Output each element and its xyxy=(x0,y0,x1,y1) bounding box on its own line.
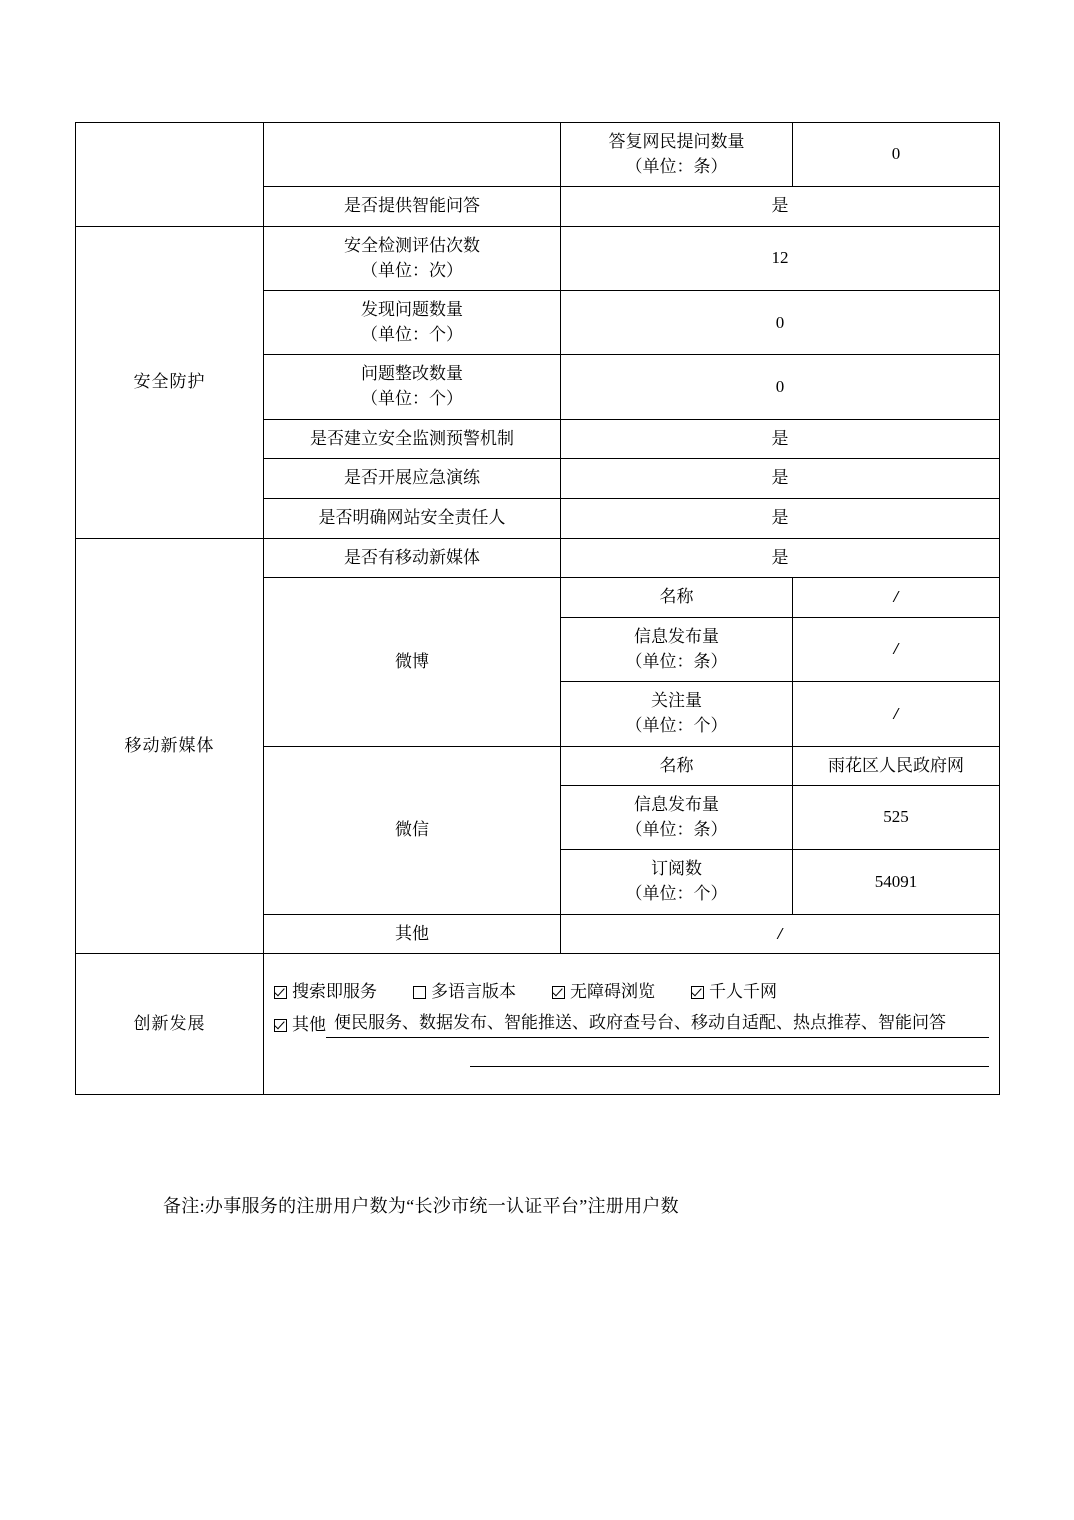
group-cell-security: 安全防护 xyxy=(76,226,264,538)
sub-label-weibo-name: 名称 xyxy=(561,578,793,618)
table-row xyxy=(76,123,1000,187)
label-has-new-media: 是否有移动新媒体 xyxy=(264,538,561,578)
value-has-new-media: 是 xyxy=(561,538,1000,578)
table-row xyxy=(76,538,1000,578)
innovation-option-search-service[interactable] xyxy=(274,980,377,1005)
value-smart-qa: 是 xyxy=(561,187,1000,227)
innovation-option-accessibility[interactable] xyxy=(552,980,655,1005)
label-security-check-count: 安全检测评估次数 （单位：次） xyxy=(264,226,561,290)
innovation-option-label: 千人千网 xyxy=(709,981,777,1001)
value-emergency-drill: 是 xyxy=(561,459,1000,499)
value-weibo-name: / xyxy=(793,578,1000,618)
innovation-continuation-line xyxy=(470,1046,989,1067)
sub-label-weibo-posts: 信息发布量 （单位：条） xyxy=(561,617,793,681)
sub-label-reply-count: 答复网民提问数量 （单位：条） xyxy=(561,123,793,187)
label-emergency-drill: 是否开展应急演练 xyxy=(264,459,561,499)
label-warning-mechanism: 是否建立安全监测预警机制 xyxy=(264,419,561,459)
value-wechat-name: 雨花区人民政府网 xyxy=(793,746,1000,786)
innovation-other-text[interactable]: 便民服务、数据发布、智能推送、政府查号台、移动自适配、热点推荐、智能问答 xyxy=(326,1009,989,1038)
innovation-option-label: 无障碍浏览 xyxy=(570,981,655,1001)
innovation-options-cell xyxy=(264,954,1000,1095)
innovation-option-multilingual[interactable] xyxy=(413,980,516,1005)
group-cell-innovation: 创新发展 xyxy=(76,954,264,1095)
value-issues-found: 0 xyxy=(561,291,1000,355)
value-wechat-subscribers: 54091 xyxy=(793,850,1000,914)
value-other-media: / xyxy=(561,914,1000,954)
report-table-wrapper xyxy=(75,122,999,1095)
innovation-other-label: 其他 xyxy=(292,1015,326,1035)
sub-label-weibo-followers: 关注量 （单位：个） xyxy=(561,682,793,746)
checkbox-checked-icon[interactable] xyxy=(274,986,287,999)
sub-label-wechat-posts: 信息发布量 （单位：条） xyxy=(561,786,793,850)
label-issues-found: 发现问题数量 （单位：个） xyxy=(264,291,561,355)
label-cell-empty xyxy=(264,123,561,187)
sub-label-wechat-subscribers: 订阅数 （单位：个） xyxy=(561,850,793,914)
table-row xyxy=(76,954,1000,1095)
checkbox-unchecked-icon[interactable] xyxy=(413,986,426,999)
label-issues-fixed: 问题整改数量 （单位：个） xyxy=(264,355,561,419)
label-wechat: 微信 xyxy=(264,746,561,914)
label-smart-qa: 是否提供智能问答 xyxy=(264,187,561,227)
value-wechat-posts: 525 xyxy=(793,786,1000,850)
table-row xyxy=(76,226,1000,290)
label-security-officer: 是否明确网站安全责任人 xyxy=(264,499,561,539)
value-security-officer: 是 xyxy=(561,499,1000,539)
checkbox-checked-icon[interactable] xyxy=(274,1019,287,1032)
innovation-checkbox-row xyxy=(274,980,989,1005)
innovation-option-label: 多语言版本 xyxy=(431,981,516,1001)
value-weibo-posts: / xyxy=(793,617,1000,681)
label-weibo: 微博 xyxy=(264,578,561,746)
value-weibo-followers: / xyxy=(793,682,1000,746)
innovation-other-row xyxy=(274,1009,989,1038)
checkbox-checked-icon[interactable] xyxy=(691,986,704,999)
checkbox-checked-icon[interactable] xyxy=(552,986,565,999)
sub-label-wechat-name: 名称 xyxy=(561,746,793,786)
label-other-media: 其他 xyxy=(264,914,561,954)
value-issues-fixed: 0 xyxy=(561,355,1000,419)
innovation-option-personalization[interactable] xyxy=(691,980,777,1005)
group-cell-new-media: 移动新媒体 xyxy=(76,538,264,954)
innovation-option-label: 搜索即服务 xyxy=(292,981,377,1001)
value-warning-mechanism: 是 xyxy=(561,419,1000,459)
value-security-check-count: 12 xyxy=(561,226,1000,290)
value-reply-count: 0 xyxy=(793,123,1000,187)
footer-note: 备注:办事服务的注册用户数为“长沙市统一认证平台”注册用户数 xyxy=(163,1196,679,1216)
innovation-option-other[interactable] xyxy=(274,1013,326,1038)
government-website-report-table xyxy=(75,122,1000,1095)
group-cell-empty xyxy=(76,123,264,227)
